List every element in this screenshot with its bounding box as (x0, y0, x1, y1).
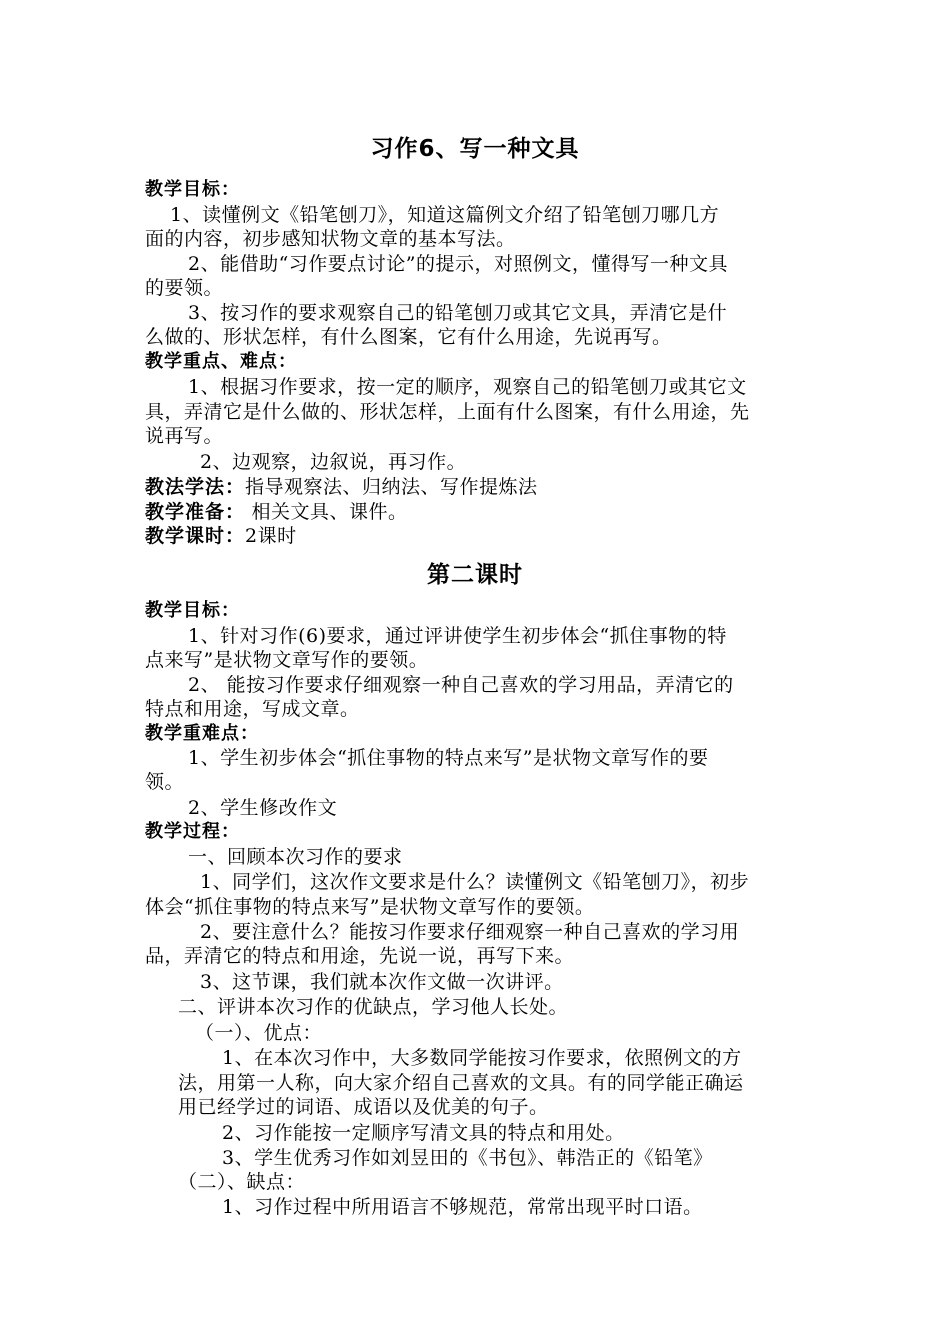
heading-prep: 教学准备： (145, 501, 246, 523)
heading-key-points: 教学重点、难点： (145, 351, 297, 372)
heading-hours: 教学课时： (145, 525, 246, 547)
process-1-2-line-2: 品，弄清它的特点和用途，先说一说，再写下来。 (145, 945, 575, 967)
goal-1-line-1: 1、读懂例文《铅笔刨刀》，知道这篇例文介绍了铅笔刨刀哪几方 (170, 204, 720, 226)
heading-method: 教法学法： (145, 476, 246, 498)
key2-1-line-2: 领。 (145, 771, 185, 793)
goal2-2-line-2: 特点和用途，写成文章。 (145, 698, 360, 720)
goal-1-line-2: 面的内容，初步感知状物文章的基本写法。 (145, 228, 516, 250)
process-1-1-line-1: 1、同学们，这次作文要求是什么？读懂例文《铅笔刨刀》，初步 (200, 871, 750, 893)
process-1-2-line-1: 2、要注意什么？能按习作要求仔细观察一种自己喜欢的学习用 (200, 921, 740, 943)
heading-key-2: 教学重难点： (145, 723, 259, 744)
section-title: 第二课时 (427, 562, 523, 588)
strength-3: 3、学生优秀习作如刘昱田的《书包》、韩浩正的《铅笔》 (222, 1147, 713, 1169)
process-1-3: 3、这节课，我们就本次作文做一次讲评。 (200, 971, 564, 993)
key-2: 2、边观察，边叙说，再习作。 (200, 451, 467, 473)
goal-3-line-1: 3、按习作的要求观察自己的铅笔刨刀或其它文具，弄清它是什 (188, 302, 728, 324)
process-1-1-line-2: 体会“抓住事物的特点来写”是状物文章写作的要领。 (145, 896, 595, 918)
heading-process: 教学过程： (145, 821, 240, 842)
goal2-1-line-2: 点来写”是状物文章写作的要领。 (145, 649, 429, 671)
process-step-2: 二、评讲本次习作的优缺点，学习他人长处。 (178, 996, 569, 1018)
goal2-2-line-1: 2、 能按习作要求仔细观察一种自己喜欢的学习用品，弄清它的 (188, 674, 734, 696)
goal-2-line-1: 2、能借助“习作要点讨论”的提示，对照例文，懂得写一种文具 (188, 253, 729, 275)
goal-2-line-2: 的要领。 (145, 277, 224, 299)
strength-1-line-1: 1、在本次习作中，大多数同学能按习作要求，依照例文的方 (222, 1047, 742, 1069)
heading-goals: 教学目标： (145, 179, 240, 200)
hours-value: 2课时 (245, 525, 297, 547)
strength-1-line-2: 法，用第一人称，向大家介绍自己喜欢的文具。有的同学能正确运 (178, 1072, 744, 1094)
key-1-line-1: 1、根据习作要求，按一定的顺序，观察自己的铅笔刨刀或其它文 (188, 376, 747, 398)
method-line (145, 475, 538, 499)
process-step-1: 一、回顾本次习作的要求 (188, 846, 403, 868)
document-title: 习作6、写一种文具 (370, 136, 580, 162)
strengths-heading: （一）、优点： (195, 1022, 323, 1044)
key2-2: 2、学生修改作文 (188, 797, 338, 819)
strength-2: 2、习作能按一定顺序写清文具的特点和用处。 (222, 1122, 625, 1144)
weaknesses-heading: （二）、缺点： (178, 1171, 306, 1193)
hours-line (145, 524, 297, 548)
method-value: 指导观察法、归纳法、写作提炼法 (245, 476, 538, 498)
weakness-1: 1、习作过程中所用语言不够规范，常常出现平时口语。 (222, 1196, 703, 1218)
strength-1-line-3: 用已经学过的词语、成语以及优美的句子。 (178, 1096, 549, 1118)
key-1-line-2: 具，弄清它是什么做的、形状怎样，上面有什么图案，有什么用途，先 (145, 401, 750, 423)
key-1-line-3: 说再写。 (145, 425, 224, 447)
heading-goals-2: 教学目标： (145, 600, 240, 621)
goal-3-line-2: 么做的、形状怎样，有什么图案，它有什么用途，先说再写。 (145, 326, 672, 348)
goal2-1-line-1: 1、针对习作(6)要求，通过评讲使学生初步体会“抓住事物的特 (188, 625, 727, 647)
prep-value: 相关文具、课件。 (245, 501, 408, 523)
key2-1-line-1: 1、学生初步体会“抓住事物的特点来写”是状物文章写作的要 (188, 747, 709, 769)
prep-line (145, 500, 408, 524)
